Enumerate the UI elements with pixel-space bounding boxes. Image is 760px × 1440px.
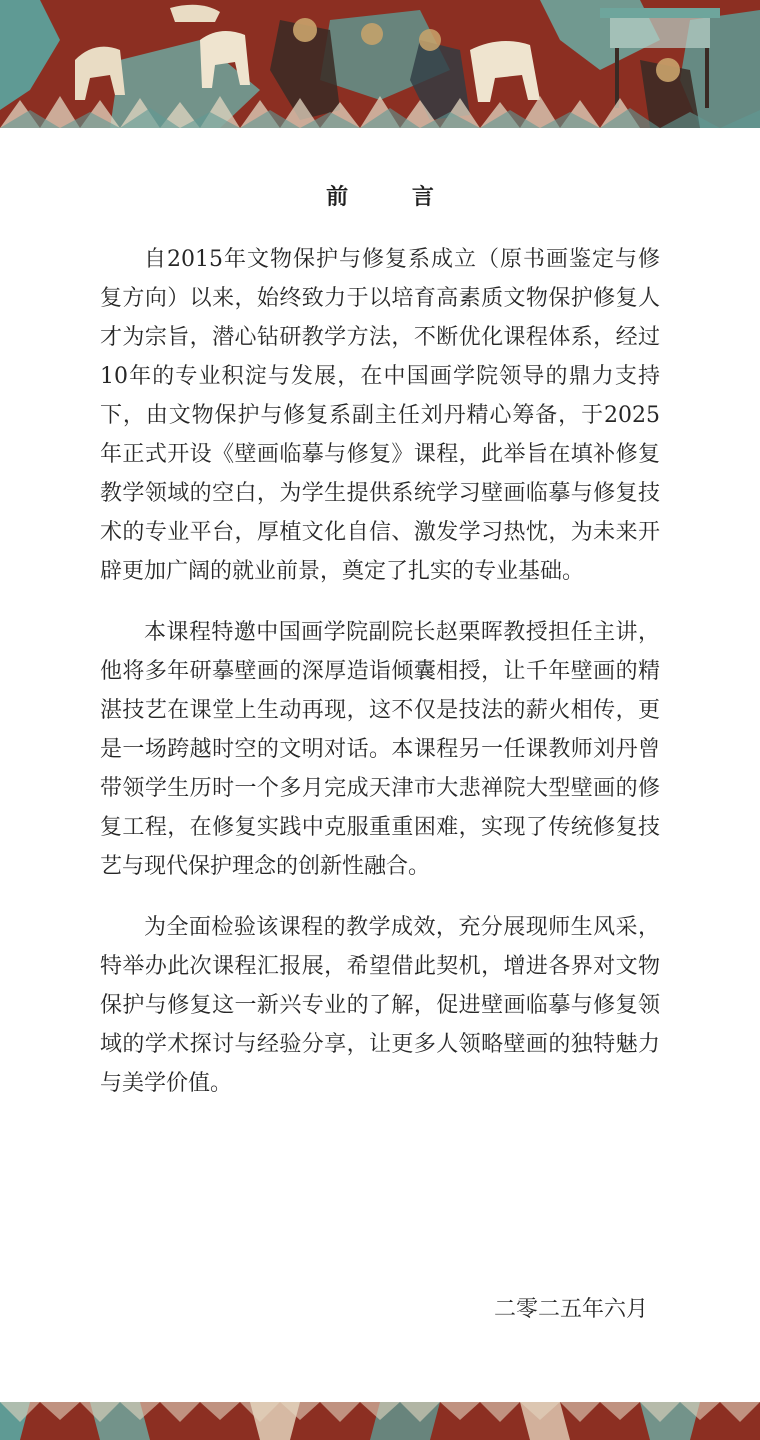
paragraph: 本课程特邀中国画学院副院长赵栗晖教授担任主讲，他将多年研摹壁画的深厚造诣倾囊相授，让千年壁画的精湛技艺在课堂上生动再现，这不仅是技法的薪火相传，更是一场跨越时空的文明对话。本课程另一任课教师刘丹曾带领学生历时一个多月完成天津市大悲禅院大型壁画的修复工程，在修复实践中克服重重困难，实现了传统修复技艺与现代保护理念的创新性融合。 bbox=[100, 620, 660, 879]
mural-banner-bottom bbox=[0, 1402, 760, 1440]
paragraph: 自2015年文物保护与修复系成立（原书画鉴定与修复方向）以来，始终致力于以培育高素质文物保护修复人才为宗旨，潜心钻研教学方法，不断优化课程体系，经过10年的专业积淀与发展，在中国画学院领导的鼎力支持下，由文物保护与修复系副主任刘丹精心筹备，于2025年正式开设《壁画临摹与修复》课程，此举旨在填补修复教学领域的空白，为学生提供系统学习壁画临摹与修复技术的专业平台，厚植文化自信、激发学习热忱，为未来开辟更加广阔的就业前景，奠定了扎实的专业基础。 bbox=[100, 247, 660, 584]
mural-banner-top bbox=[0, 0, 760, 128]
paragraph: 为全面检验该课程的教学成效，充分展现师生风采，特举办此次课程汇报展，希望借此契机，增进各界对文物保护与修复这一新兴专业的了解，促进壁画临摹与修复领域的学术探讨与经验分享，让更多人领略壁画的独特魅力与美学价值。 bbox=[100, 915, 660, 1096]
page-title: 前 言 bbox=[326, 184, 462, 210]
preface-body bbox=[100, 240, 660, 1125]
date-signature: 二零二五年六月 bbox=[493, 1297, 648, 1322]
